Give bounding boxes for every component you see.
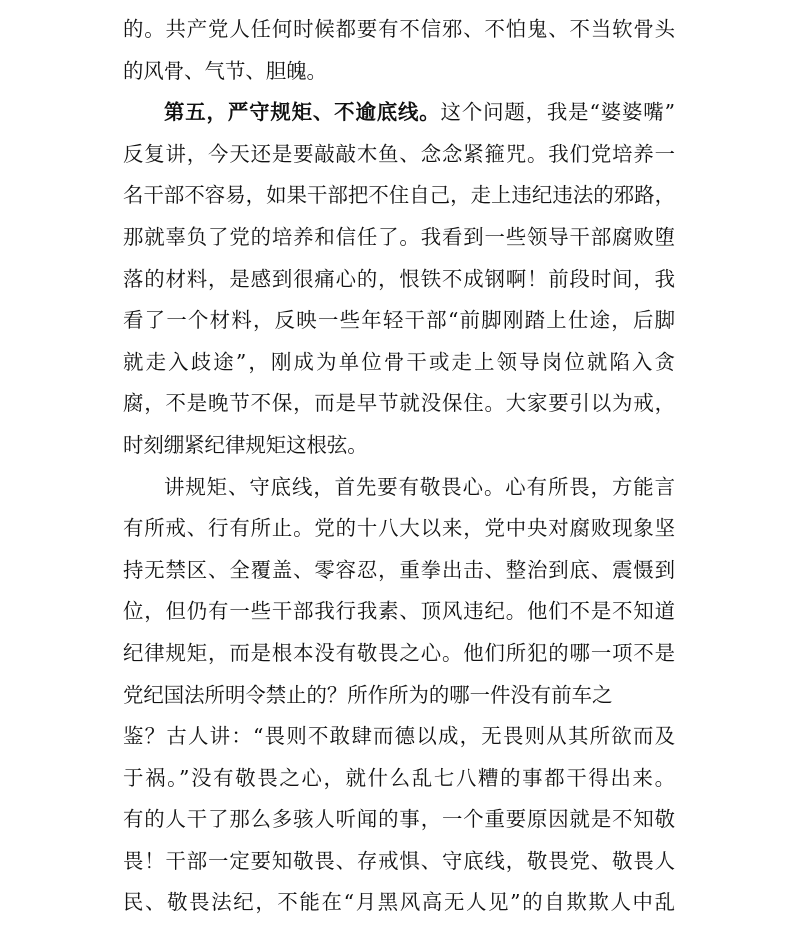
- text-line-8-content: 看了一个材料，反映一些年轻干部“前脚刚踏上仕途，后脚: [123, 308, 675, 333]
- text-line-20: [123, 799, 675, 841]
- text-line-22: [123, 882, 675, 924]
- text-line-14-content: 持无禁区、全覆盖、零容忍，重拳出击、整治到底、震慑到: [123, 557, 675, 582]
- text-line-21-content: 畏！干部一定要知敬畏、存戒惧、守底线，敬畏党、敬畏人: [123, 848, 675, 873]
- text-line-17: [123, 675, 675, 717]
- text-line-21: [123, 841, 675, 883]
- text-line-7: [123, 259, 675, 301]
- text-line-2-content: 的风骨、气节、胆魄。: [123, 58, 327, 83]
- text-line-22-content: 民、敬畏法纪，不能在“月黑风高无人见”的自欺欺人中乱: [123, 890, 675, 915]
- text-line-17-content: 党纪国法所明令禁止的？所作所为的哪一件没有前车之: [123, 682, 613, 707]
- text-line-19-content: 于祸。”没有敬畏之心，就什么乱七八糟的事都干得出来。: [123, 765, 675, 790]
- text-line-18-content: 鉴？古人讲：“畏则不敢肆而德以成，无畏则从其所欲而及: [123, 724, 675, 749]
- document-page: [123, 9, 675, 924]
- text-line-12: [123, 467, 675, 509]
- text-line-1: [123, 9, 675, 51]
- text-line-19: [123, 758, 675, 800]
- text-line-3-content: 这个问题，我是“婆婆嘴”: [440, 100, 675, 125]
- text-line-9-content: 就走入歧途”，刚成为单位骨干或走上领导岗位就陷入贪: [123, 349, 675, 374]
- text-line-12-content: 讲规矩、守底线，首先要有敬畏心。心有所畏，方能言: [164, 474, 675, 499]
- text-line-16: [123, 633, 675, 675]
- text-line-7-content: 落的材料，是感到很痛心的，恨铁不成钢啊！前段时间，我: [123, 266, 675, 291]
- text-line-8: [123, 300, 675, 342]
- text-line-5-content: 名干部不容易，如果干部把不住自己，走上违纪违法的邪路，: [123, 183, 675, 208]
- text-line-2: [123, 51, 675, 93]
- text-line-20-content: 有的人干了那么多骇人听闻的事，一个重要原因就是不知敬: [123, 807, 675, 832]
- text-line-1-content: 的。共产党人任何时候都要有不信邪、不怕鬼、不当软骨头: [123, 17, 675, 41]
- text-line-5: [123, 175, 675, 217]
- text-line-3: [123, 92, 675, 134]
- text-line-6-content: 那就辜负了党的培养和信任了。我看到一些领导干部腐败堕: [123, 224, 675, 249]
- text-line-9: [123, 342, 675, 384]
- text-line-18: [123, 716, 675, 758]
- text-line-11: [123, 425, 675, 467]
- text-line-4: [123, 134, 675, 176]
- text-line-13: [123, 508, 675, 550]
- text-line-15: [123, 591, 675, 633]
- text-line-6: [123, 217, 675, 259]
- section-heading: 第五，严守规矩、不逾底线。: [164, 100, 441, 125]
- text-line-13-content: 有所戒、行有所止。党的十八大以来，党中央对腐败现象坚: [123, 516, 675, 541]
- text-line-4-content: 反复讲，今天还是要敲敲木鱼、念念紧箍咒。我们党培养一: [123, 141, 675, 166]
- text-line-14: [123, 550, 675, 592]
- text-line-15-content: 位，但仍有一些干部我行我素、顶风违纪。他们不是不知道: [123, 599, 675, 624]
- text-line-16-content: 纪律规矩，而是根本没有敬畏之心。他们所犯的哪一项不是: [123, 640, 675, 665]
- text-line-10: [123, 383, 675, 425]
- text-line-10-content: 腐，不是晚节不保，而是早节就没保住。大家要引以为戒，: [123, 391, 675, 416]
- text-line-11-content: 时刻绷紧纪律规矩这根弦。: [123, 432, 368, 457]
